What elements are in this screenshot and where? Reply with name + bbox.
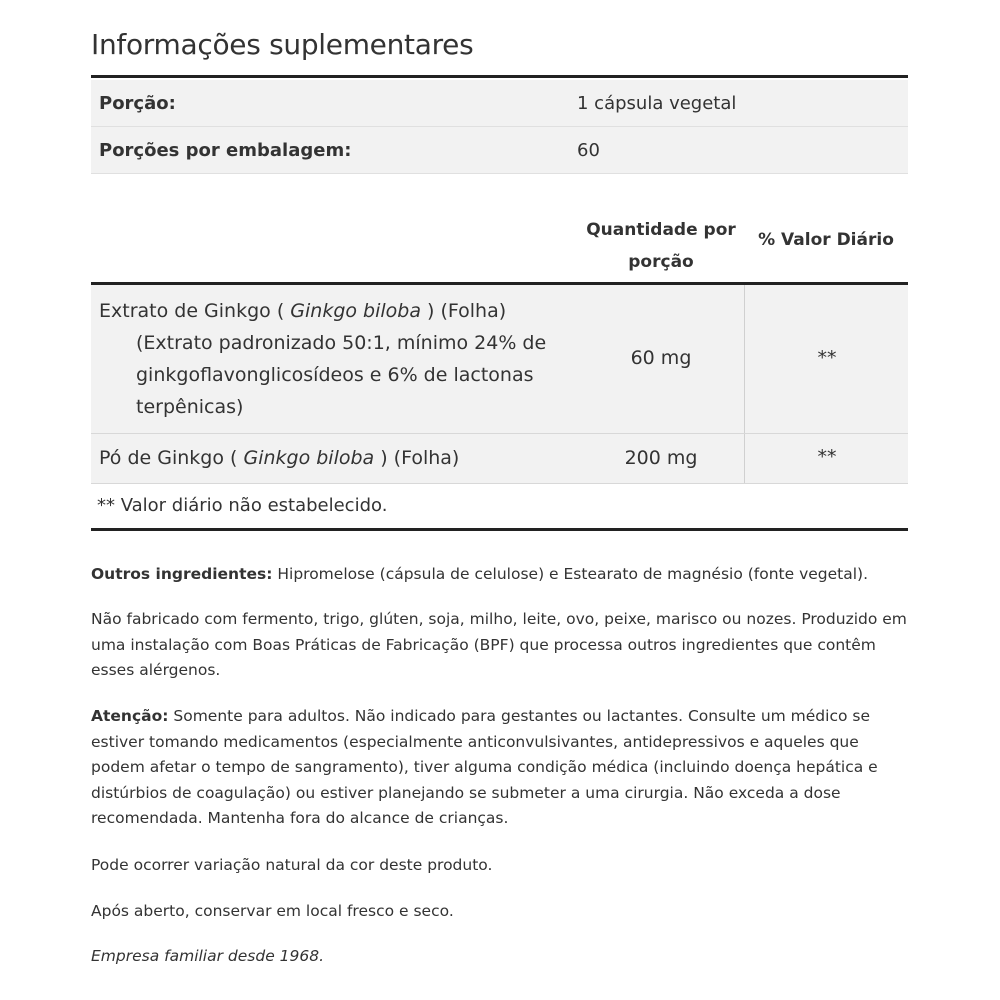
daily-value-header: % Valor Diário — [758, 230, 894, 250]
ingredient-daily-value-text: ** — [817, 347, 837, 369]
color-variation-note: Pode ocorrer variação natural da cor deste produto. — [91, 856, 493, 874]
tagline-text: Empresa familiar desde 1968. — [91, 947, 325, 965]
warning-label: Atenção: — [91, 707, 169, 725]
ingredient-name-pre: Extrato de Ginkgo ( — [99, 300, 291, 322]
top-divider — [91, 75, 908, 78]
servings-per-container-value: 60 — [577, 140, 600, 161]
warning-text: Somente para adultos. Não indicado para gestantes ou lactantes. Consulte um médico se estiver tomando medicamentos (especialmente anticonvulsivantes, antidepressivos e aqueles que podem afetar o tempo de sangramento), tiver alguma condição médica (incluindo doença hepática e distúrbios de coagulação) ou estiver planejando se submeter a uma cirurgia. Não exceda a dose recomendada. Mantenha fora do alcance de crianças. — [91, 707, 878, 827]
ingredient-description: (Extrato padronizado 50:1, mínimo 24% de ginkgoflavonglicosídeos e 6% de lactonas terpênicas) — [136, 332, 547, 418]
ingredient-amount: 60 mg — [630, 347, 692, 369]
company-tagline — [91, 944, 908, 970]
serving-size-label: Porção: — [99, 93, 176, 114]
other-ingredients-text: Hipromelose (cápsula de celulose) e Estearato de magnésio (fonte vegetal). — [272, 565, 869, 583]
ingredient-scientific-name: Ginkgo biloba — [290, 300, 421, 322]
servings-per-container-row — [91, 127, 908, 174]
table-footnote — [91, 484, 908, 531]
footnote-text: ** Valor diário não estabelecido. — [97, 495, 388, 516]
allergen-statement: Não fabricado com fermento, trigo, glúten, soja, milho, leite, ovo, peixe, marisco ou nozes. Produzido em uma instalação com Boas Práticas de Fabricação (BPF) que processa outros ingredientes que contêm esses alérgenos. — [91, 610, 907, 679]
ingredient-name-pre: Pó de Ginkgo ( — [99, 447, 244, 469]
ingredient-row-ginkgo-powder — [91, 434, 908, 484]
ingredient-name-post: ) (Folha) — [374, 447, 460, 469]
ingredient-name-post: ) (Folha) — [421, 300, 507, 322]
servings-per-container-label: Porções por embalagem: — [99, 140, 352, 161]
ingredient-daily-value — [744, 285, 909, 433]
ingredient-name — [99, 295, 569, 423]
other-ingredients-label: Outros ingredientes: — [91, 565, 273, 583]
ingredient-daily-value — [744, 434, 909, 483]
table-header — [91, 200, 908, 285]
ingredient-scientific-name: Ginkgo biloba — [243, 447, 375, 469]
other-ingredients — [91, 562, 908, 588]
ingredient-daily-value-text: ** — [817, 446, 837, 468]
warning-statement — [91, 704, 908, 832]
amount-header — [581, 214, 741, 278]
serving-size-value: 1 cápsula vegetal — [577, 93, 737, 114]
serving-size-row — [91, 80, 908, 127]
amount-header-line1: Quantidade por — [586, 220, 736, 240]
ingredient-row-ginkgo-extract — [91, 285, 908, 434]
ingredient-name — [99, 442, 569, 474]
ingredient-amount: 200 mg — [624, 447, 698, 469]
storage-note: Após aberto, conservar em local fresco e seco. — [91, 902, 454, 920]
page-title: Informações suplementares — [91, 28, 474, 61]
amount-header-line2: porção — [628, 252, 694, 272]
